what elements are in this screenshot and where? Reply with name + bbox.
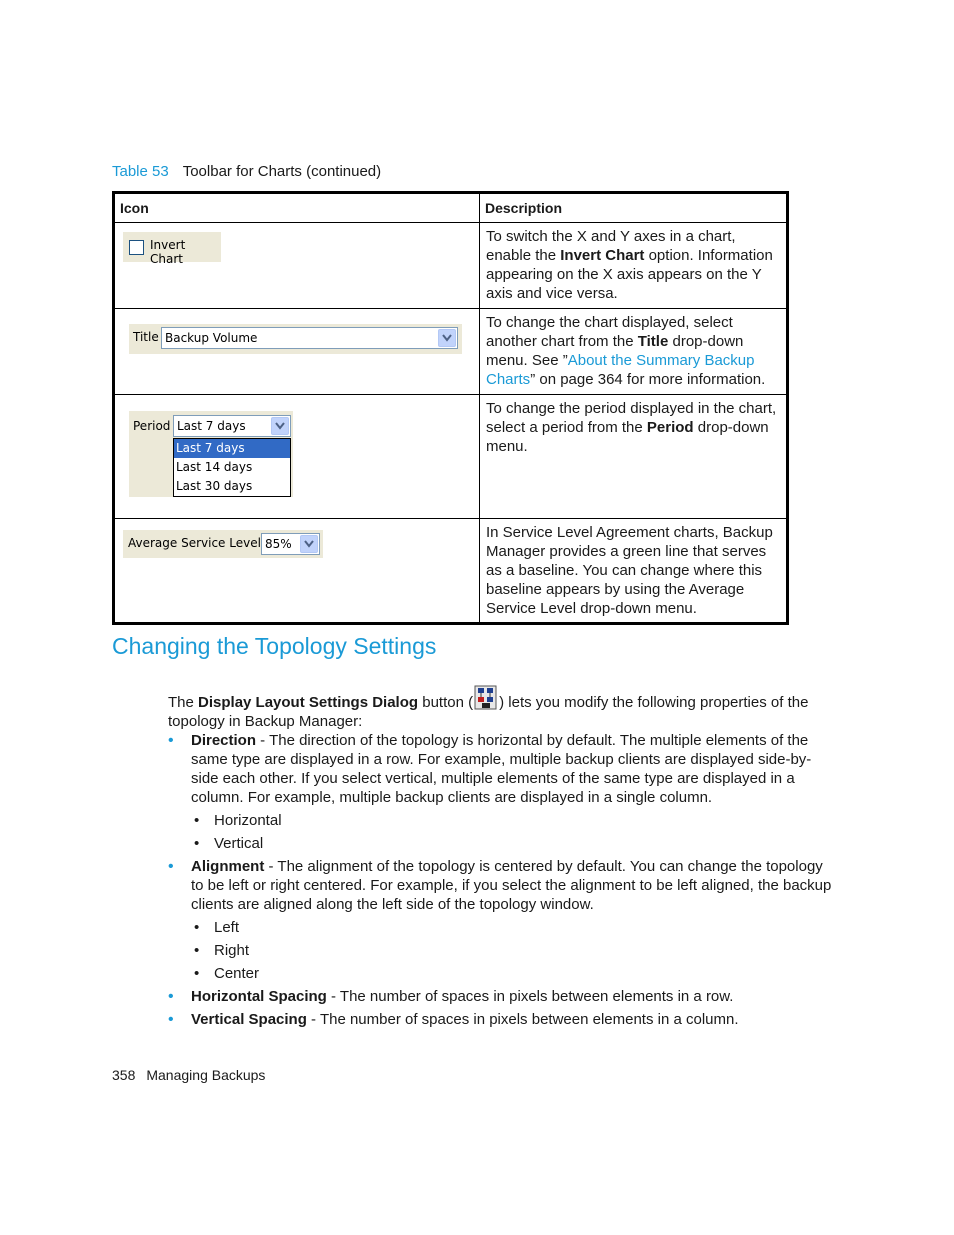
period-select[interactable] <box>173 415 291 437</box>
description-bold: Title <box>637 333 669 350</box>
item-text: - The alignment of the topology is centered by default. You can change the topology to be left or right centered. For example, if you select the alignment to be left aligned, the backup clients are aligned along the left side of the topology window. <box>191 858 832 913</box>
column-header-icon: Icon <box>114 193 480 223</box>
option-text: Vertical <box>214 835 264 852</box>
title-dropdown-screenshot <box>129 324 462 354</box>
intro-bold: Display Layout Settings Dialog <box>198 694 419 711</box>
list-item <box>168 857 833 983</box>
period-label: Period <box>133 419 171 433</box>
bullet-icon: • <box>194 835 200 852</box>
option-text: Left <box>214 919 240 936</box>
table-row <box>114 309 788 395</box>
footer-title: Managing Backups <box>146 1067 266 1083</box>
invert-chart-screenshot <box>123 232 221 266</box>
description-bold: Invert Chart <box>560 247 645 264</box>
period-select-value: Last 7 days <box>177 419 246 433</box>
item-term: Direction <box>191 732 257 749</box>
period-option[interactable]: Last 7 days <box>174 439 290 458</box>
bullet-icon: • <box>194 919 200 936</box>
bullet-icon: • <box>168 1011 174 1028</box>
description-cell <box>480 519 788 624</box>
list-item <box>168 1010 833 1029</box>
option-text: Horizontal <box>214 812 282 829</box>
item-term: Alignment <box>191 858 265 875</box>
title-select[interactable] <box>161 327 458 349</box>
period-options-list <box>173 438 291 497</box>
layout-settings-icon <box>474 685 498 711</box>
bullet-icon: • <box>168 858 174 875</box>
icon-cell <box>114 223 480 309</box>
description-text: To switch the X and Y axes in a chart, enable the <box>486 228 736 264</box>
bullet-icon: • <box>194 965 200 982</box>
option-text: Right <box>214 942 250 959</box>
description-text: ” on page 364 for more information. <box>530 371 766 388</box>
chevron-down-icon[interactable] <box>300 535 318 553</box>
option-list <box>191 918 833 983</box>
service-level-label: Average Service Level <box>128 536 261 550</box>
table-caption <box>112 163 381 180</box>
intro-paragraph <box>168 685 833 731</box>
item-term: Horizontal Spacing <box>191 988 327 1005</box>
option-item <box>191 918 833 937</box>
service-level-select[interactable] <box>261 533 320 555</box>
option-item <box>191 834 833 853</box>
item-term: Vertical Spacing <box>191 1011 307 1028</box>
table-header-row <box>114 193 788 223</box>
option-text: Center <box>214 965 260 982</box>
table-number: Table 53 <box>112 163 169 180</box>
intro-text: ) lets you modify the following properties of the topology in Backup Manager: <box>168 694 809 730</box>
item-text: - The number of spaces in pixels between elements in a row. <box>326 988 734 1005</box>
toolbar-table <box>112 191 789 625</box>
description-text: drop-down menu. See ” <box>486 333 744 369</box>
description-cell <box>480 309 788 395</box>
column-header-description: Description <box>480 193 788 223</box>
option-item <box>191 941 833 960</box>
icon-cell <box>114 395 480 519</box>
description-cell <box>480 223 788 309</box>
intro-text: The <box>168 694 199 711</box>
table-row <box>114 519 788 624</box>
list-item <box>168 731 833 853</box>
description-text: drop-down menu. <box>486 419 769 455</box>
page-number: 358 <box>112 1067 136 1083</box>
item-text: - The number of spaces in pixels between elements in a column. <box>306 1011 739 1028</box>
option-item <box>191 964 833 983</box>
table-caption-text: Toolbar for Charts (continued) <box>182 163 382 180</box>
period-option[interactable]: Last 14 days <box>176 460 253 474</box>
invert-chart-label: Invert Chart <box>150 238 186 266</box>
item-text: - The direction of the topology is horizontal by default. The multiple elements of the same type are displayed in a row. For example, multiple backup clients are displayed side-by-side each other. If you select vertical, multiple elements of the same type are displayed in a column. For example, multiple backup clients are displayed in a single column. <box>191 732 812 806</box>
bullet-icon: • <box>168 988 174 1005</box>
description-bold: Period <box>646 419 694 436</box>
bullet-icon: • <box>194 812 200 829</box>
icon-cell <box>114 519 480 624</box>
title-label: Title <box>133 330 159 344</box>
option-item <box>191 811 833 830</box>
bullet-icon: • <box>194 942 200 959</box>
description-cell <box>480 395 788 519</box>
service-level-screenshot <box>123 530 323 558</box>
invert-chart-checkbox[interactable] <box>129 240 144 255</box>
summary-charts-link[interactable]: About the Summary Backup Charts <box>486 352 755 388</box>
table-row <box>114 223 788 309</box>
intro-text: button ( <box>418 694 474 711</box>
table-row <box>114 395 788 519</box>
period-dropdown-screenshot <box>129 411 293 497</box>
description-text: To change the chart displayed, select another chart from the <box>486 314 733 350</box>
service-level-value: 85% <box>265 537 292 551</box>
chevron-down-icon[interactable] <box>271 417 289 435</box>
property-list <box>168 731 833 1033</box>
option-list <box>191 811 833 853</box>
period-option[interactable]: Last 30 days <box>176 479 253 493</box>
section-title: Changing the Topology Settings <box>112 633 437 659</box>
icon-cell <box>114 309 480 395</box>
page-footer <box>112 1067 265 1083</box>
chevron-down-icon[interactable] <box>438 329 456 347</box>
bullet-icon: • <box>168 732 174 749</box>
title-select-value: Backup Volume <box>165 331 258 345</box>
list-item <box>168 987 833 1006</box>
description-text: option. Information appearing on the X axis appears on the Y axis and vice versa. <box>486 247 773 302</box>
description-text: To change the period displayed in the chart, select a period from the <box>486 400 777 436</box>
description-text: In Service Level Agreement charts, Backup Manager provides a green line that serves as a baseline. You can change where this baseline appears by using the Average Service Level drop-down menu. <box>486 524 773 617</box>
